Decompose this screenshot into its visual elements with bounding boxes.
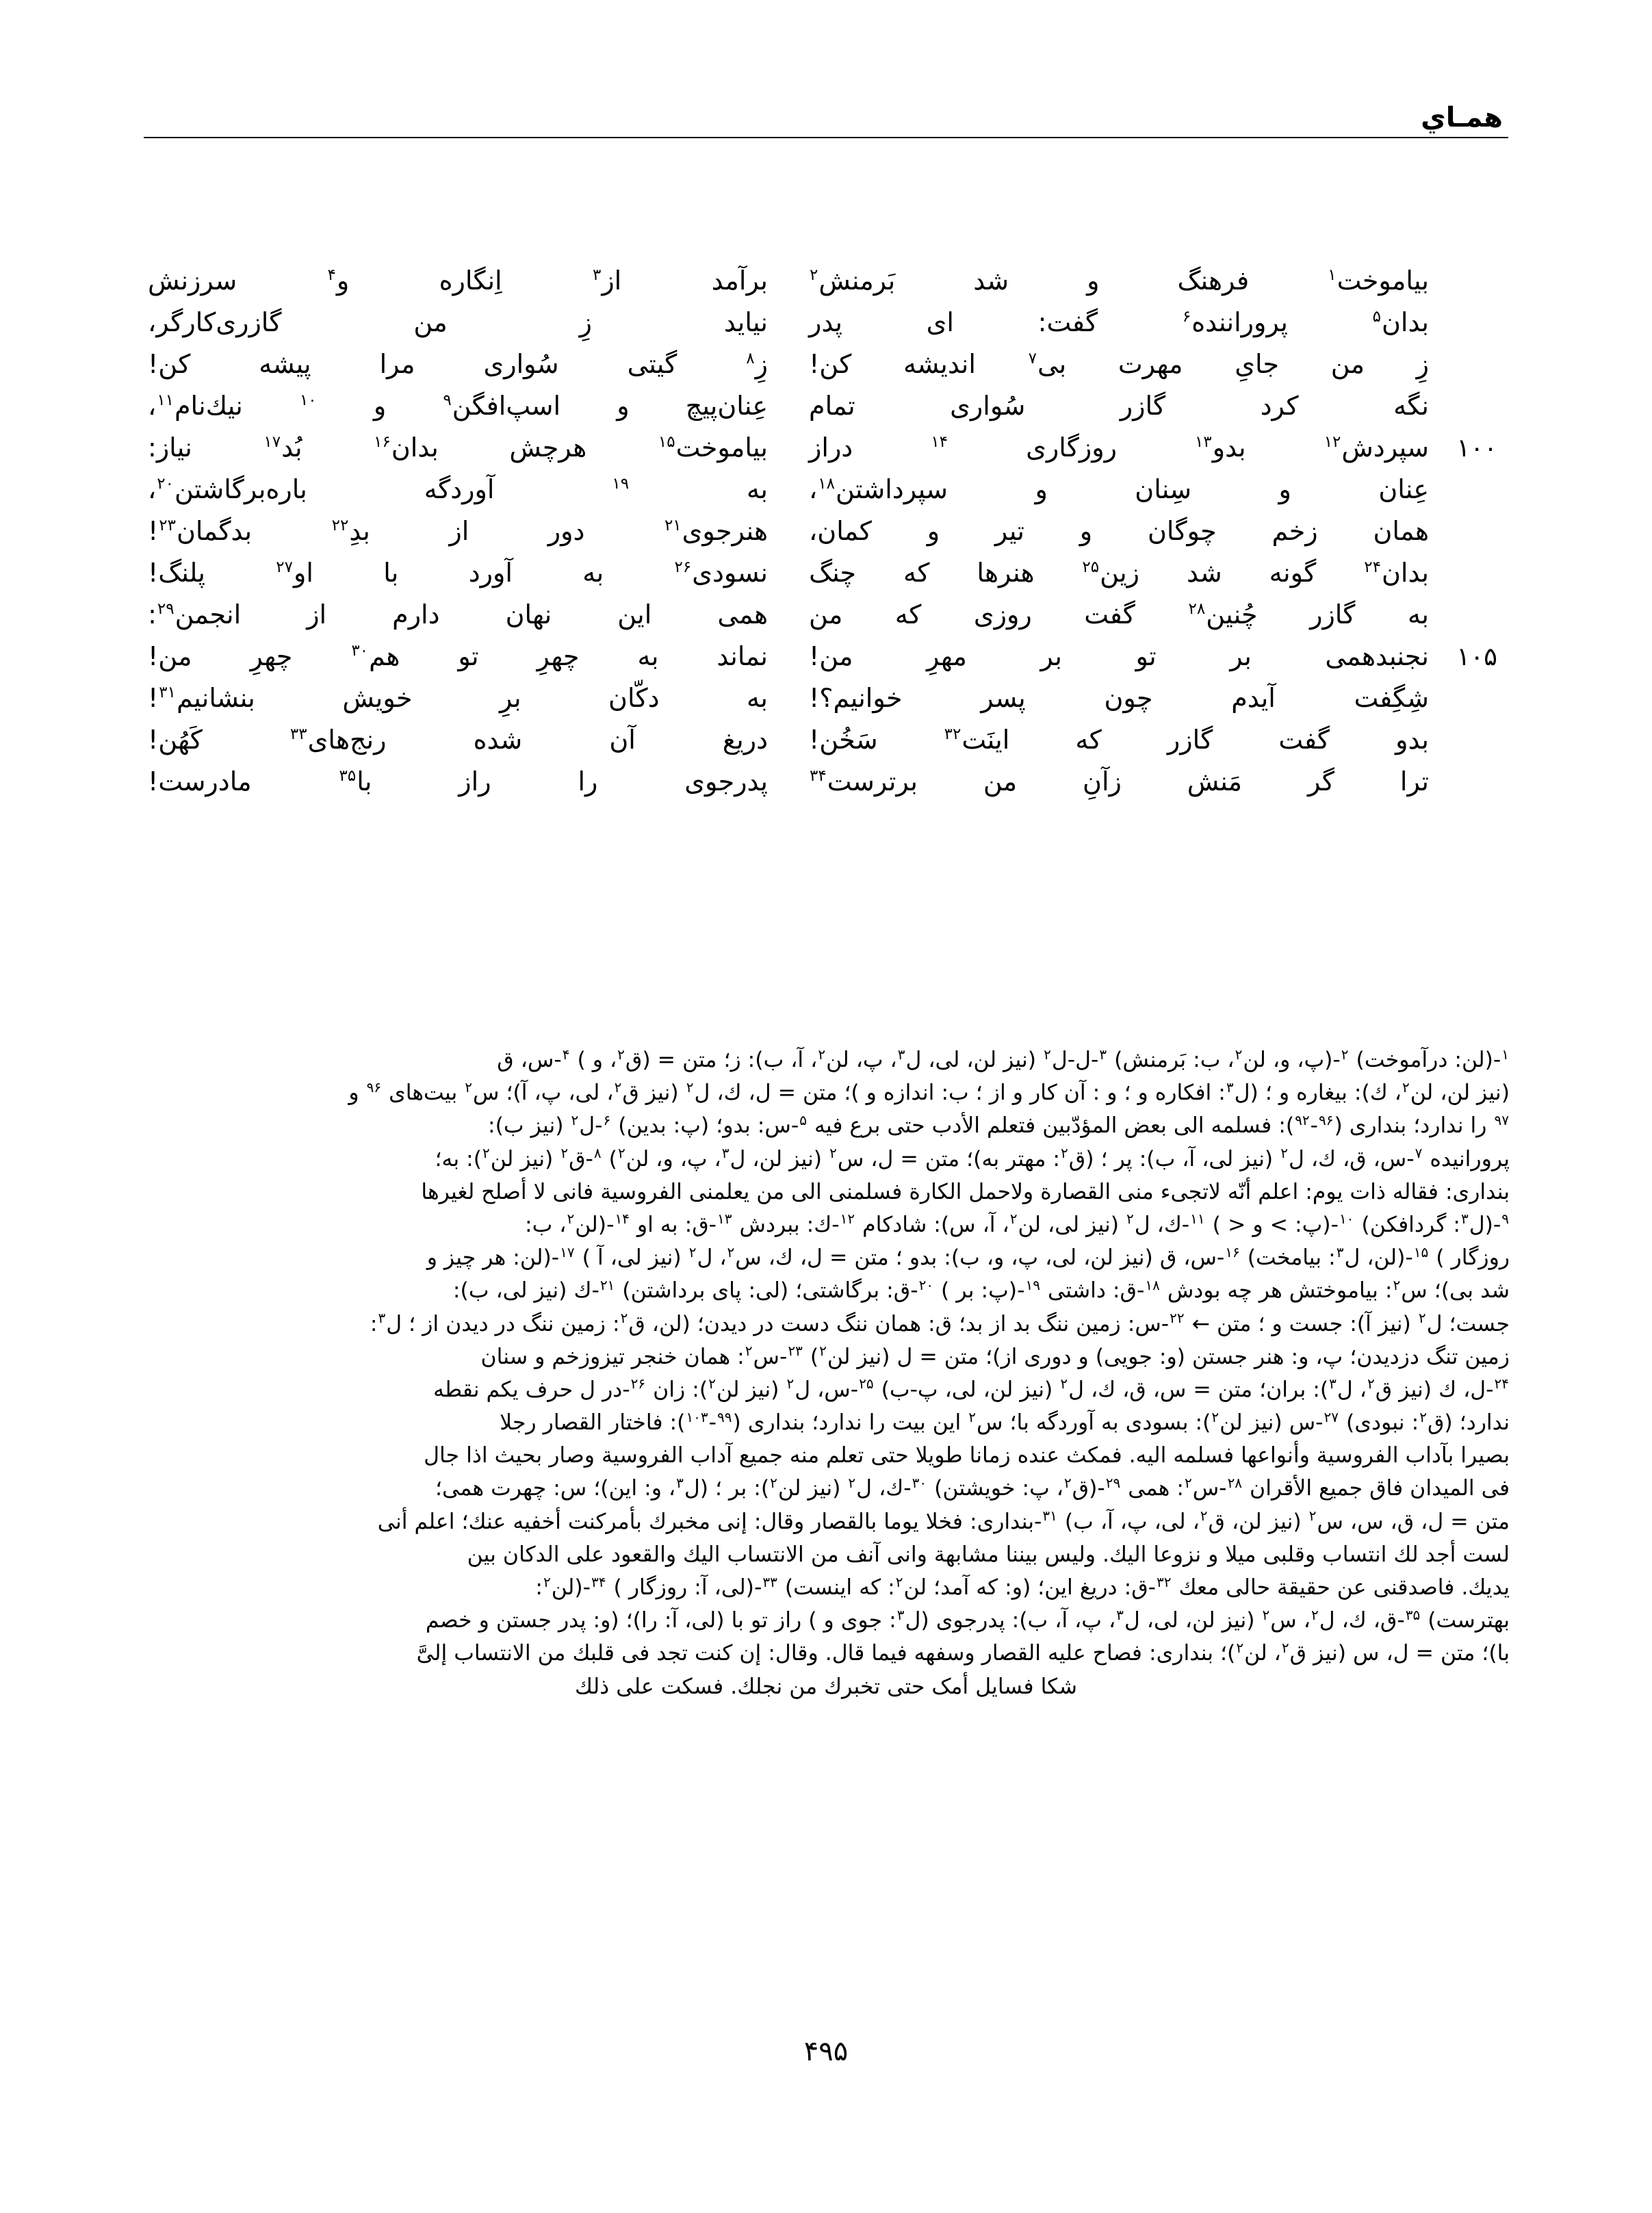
apparatus-line: $^{۲۴}$-ل، ك (نيز ق$^۲$، ل$^۳$): بران؛ متن = س، ق، ك، ل$^۲$ (نيز لن، لى، پ-ب) $^{۲۵}$-س، ل$^۲$ (نيز لن$^۲$): زان $^{۲۶}$-در ل حرف يكم نقطه [433,1375,1509,1402]
hemistich-first: عِنان و سِنان و سپرداشتن$^{۱۸}$، [809,474,1429,504]
hemistich-second: هنرجوى$^{۲۱}$ دور از بدِ$^{۲۲}$ بدگمان$^{۲۳}$! [148,516,768,546]
verse-couplet [144,719,1508,761]
verse-couplet [144,469,1508,510]
verse-couplet [144,344,1508,385]
apparatus-line: شكا فسايل أمک حتى تخبرك من نجلك. فسكت على ذلك [575,1674,1077,1699]
verse-couplet [144,385,1508,427]
verse-couplet [144,552,1508,594]
apparatus-line: با)؛ متن = ل، س (نيز ق$^۲$، لن$^۲$)؛ بندارى: فصاح عليه القصار وسفهه فيما قال. وقال: إن كنت تجد فى قلبك من الانتساب إلىَّ [416,1639,1510,1666]
hemistich-first: سپردش$^{۱۲}$ بدو$^{۱۳}$ روزگارى $^{۱۴}$ دراز [809,432,1429,463]
hemistich-first: شِگِفت آيدم چون پسر خوانيم؟! [809,683,1429,713]
verse-couplet [144,260,1508,302]
hemistich-first: همان زخم چوگان و تير و كمان، [809,516,1429,546]
hemistich-second: به $^{۱۹}$ آوردگه باره‌برگاشتن$^{۲۰}$، [148,474,768,504]
apparatus-line: بصيرا بآداب الفروسية وأنواعها فسلمه اليه. فمكث عنده زمانا طويلا حتى تعلم منه جميع آداب الفروسية وصار بحيث اذا جال [424,1443,1510,1468]
hemistich-second: نيايد زِ من گازرى‌كارگر، [148,307,768,337]
apparatus-line: $^۱$-(لن: درآموخت) $^۲$-(پ، و، لن$^۲$، ب: بَرمنش) $^۳$-ل-ل$^۲$ (نيز لن، لى، ل$^۳$، پ، لن$^۲$، آ، ب): ز؛ متن = (ق$^۲$، و ) $^۴$-س، ق [497,1046,1509,1072]
apparatus-line: متن = ل، ق، س، س$^۲$ (نيز لن، ق$^۲$، لى، پ، آ، ب) $^{۳۱}$-بندارى: فخلا يوما بالقصار وقال: إنى مخبرك بأمركنت أخفيه عنك؛ اعلم أنى [377,1507,1510,1534]
hemistich-first: بياموخت$^۱$ فرهنگ و شد بَرمنش$^۲$ [810,266,1429,296]
hemistich-first: زِ من جاىِ مهرت بى$^۷$ انديشه كن! [809,349,1429,379]
apparatus-line: (نيز لن، لن$^۲$، ك): بيغاره و ؛ (ل$^۳$: افكاره و ؛ و : آن كار و از ؛ ب: اندازه و )؛ متن = ل، ك، ل$^۲$ (نيز ق$^۲$، لى، پ، آ)؛ س$^۲$ بيت‌هاى $^{۹۶}$ و [348,1078,1510,1106]
hemistich-first: بدان$^۵$ پروراننده$^۶$ گفت: اى پدر [809,307,1429,337]
hemistich-first: ترا گر مَنش زآنِ من برترست$^{۳۴}$ [810,766,1429,797]
verse-block [144,260,1508,803]
verse-couplet [144,594,1508,636]
hemistich-second: برآمد از$^۳$ اِنگاره و$^۴$ سرزنش [148,266,768,296]
hemistich-second: نسودى$^{۲۶}$ به آورد با او$^{۲۷}$ پلنگ! [148,558,768,588]
hemistich-first: بدان$^{۲۴}$ گونه شد زين$^{۲۵}$ هنرها كه چنگ [809,558,1429,588]
apparatus-line: شد بى)؛ س$^۲$: بياموختش هر چه بودش $^{۱۸}$-ق: داشتى $^{۱۹}$-(پ: بر ) $^{۲۰}$-ق: برگاشتى؛ (لى: پاى برداشتن) $^{۲۱}$-ك (نيز لى، ب): [452,1276,1510,1304]
apparatus-line: پرورانيده $^۷$-س، ق، ك، ل$^۲$ (نيز لى، آ، ب): پر ؛ (ق$^۲$: مهتر به)؛ متن = ل، س$^۲$ (نيز لن، ل$^۳$، پ، و، لن$^۲$) $^۸$-ق$^۲$ (نيز لن$^۲$): به؛ [435,1145,1510,1172]
apparatus-line: جست؛ ل$^۲$ (نيز آ): جست و ؛ متن ← $^{۲۲}$-س: زمين ننگ بد از بد؛ ق: همان ننگ دست در ديدن؛ (لن، ق$^۲$: زمين ننگ در ديدن از ؛ ل$^۳$: [370,1310,1510,1336]
hemistich-second: زِ$^۸$ گيتى سُوارى مرا پيشه كن! [148,349,768,379]
hemistich-second: دريغ آن شده رنج‌هاى$^{۳۳}$ كَهُن! [148,725,768,755]
hemistich-second: همى اين نهان دارم از انجمن$^{۲۹}$: [148,599,768,630]
apparatus-line: يديك. فاصدقنى عن حقيقة حالى معك $^{۳۲}$-ق: دريغ اين؛ (و: كه آمد؛ لن$^۲$: كه اينست) $^{۳۳}$-(لى، آ: روزگار ) $^{۳۴}$-(لن$^۲$: [535,1573,1510,1600]
verse-couplet [144,636,1508,677]
verse-couplet [144,427,1508,469]
verse-couplet [144,302,1508,344]
verse-number: ۱۰۵ [1456,642,1497,671]
running-head [144,103,1508,138]
critical-apparatus [142,1044,1510,1703]
hemistich-first: بدو گفت گازر كه اينَت$^{۳۲}$ سَخُن! [809,725,1429,755]
verse-number: ۱۰۰ [1456,433,1497,463]
hemistich-first: به گازر چُنين$^{۲۸}$ گفت روزى كه من [809,599,1429,630]
verse-couplet [144,510,1508,552]
apparatus-line: زمين تنگ دزديدن؛ پ، و: هنر جستن (و: جويى) و دورى از)؛ متن = ل (نيز لن$^۲$) $^{۲۳}$-س$^۲$: همان خنجر تيزوزخم و سنان [480,1343,1510,1369]
hemistich-second: نماند به چهرِ تو هم$^{۳۰}$ چهرِ من! [148,641,768,671]
apparatus-line: بندارى: فقاله ذات يوم: اعلم أنّه لاتجىء منى القصارة ولاحمل الكارة فسلمنى الى من يعلمنى الفروسية فانى لا أصلح لغيرها [421,1179,1510,1204]
hemistich-second: پدرجوى را راز با$^{۳۵}$ مادرست! [148,766,768,797]
verse-couplet [144,677,1508,719]
hemistich-second: بياموخت$^{۱۵}$ هرچش بدان$^{۱۶}$ بُد$^{۱۷}$ نياز: [148,432,768,463]
hemistich-second: به دكّان برِ خويش بنشانيم$^{۳۱}$! [148,683,768,713]
hemistich-first: نجنبدهمى بر تو بر مهرِ من! [809,641,1429,671]
running-head-title: همـاي [1421,102,1503,133]
running-head-rule [144,137,1508,138]
apparatus-line: $^{۹۷}$ را ندارد؛ بندارى ($^{۹۶}$-$^{۹۲}$): فسلمه الى بعض المؤدّبين فتعلم الأدب حتى برع فيه $^۵$-س: بدو؛ (پ: بدين) $^۶$-ل$^۲$ (نيز ب): [488,1111,1509,1139]
hemistich-second: عِنان‌پيچ و اسپ‌افگن$^۹$ و $^{۱۰}$ نيك‌نام$^{۱۱}$، [148,391,768,421]
verse-couplet [144,761,1508,803]
hemistich-first: نگه كرد گازر سُوارى تمام [809,391,1429,421]
apparatus-line: بهترست) $^{۳۵}$-ق، ك، ل$^۲$، س$^۲$ (نيز لن، لى، ل$^۳$، پ، آ، ب): پدرجوى (ل$^۳$: جوى و ) راز تو با (لى، آ: را)؛ (و: پدر جستن و خصم [425,1606,1510,1633]
apparatus-line: روزگار ) $^{۱۵}$-(لن، ل$^۳$: بيامخت) $^{۱۶}$-س، ق (نيز لن، لى، پ، و، ب): بدو ؛ متن = ل، ك، س$^۲$، ل$^۲$ (نيز لى، آ ) $^{۱۷}$-(لن: هر چيز و [426,1243,1510,1271]
apparatus-line: ندارد؛ (ق$^۲$: نبودى) $^{۲۷}$-س (نيز لن$^۲$): بسودى به آوردگه با؛ س$^۲$ اين بيت را ندارد؛ بندارى ($^{۹۹}$-$^{۱۰۳}$): فاختار القصار رجلا [500,1408,1510,1436]
apparatus-line: فى الميدان فاق جميع الأقران $^{۲۸}$-س$^۲$: همى $^{۲۹}$-(ق$^۲$، پ: خويشتن) $^{۳۰}$-ك، ل$^۲$ (نيز لن$^۲$): بر ؛ (ل$^۳$، و: اين)؛ س: چهرت همى؛ [435,1474,1510,1501]
apparatus-line: لست أجد لك انتساب وقلبى ميلا و نزوعا اليك. وليس بيننا مشابهة وانى آنف من الانتساب اليك والقعود على الدكان بين [467,1542,1510,1567]
apparatus-line: $^۹$-(ل$^۳$: گردافكن) $^{۱۰}$-(پ: > و < ) $^{۱۱}$-ك، ل$^۲$ (نيز لى، لن$^۲$، آ، س): شادكام $^{۱۲}$-ك: ببردش $^{۱۳}$-ق: به او $^{۱۴}$-(لن$^۲$، ب: [525,1211,1509,1237]
folio-number: ۴۹۵ [803,2036,849,2067]
